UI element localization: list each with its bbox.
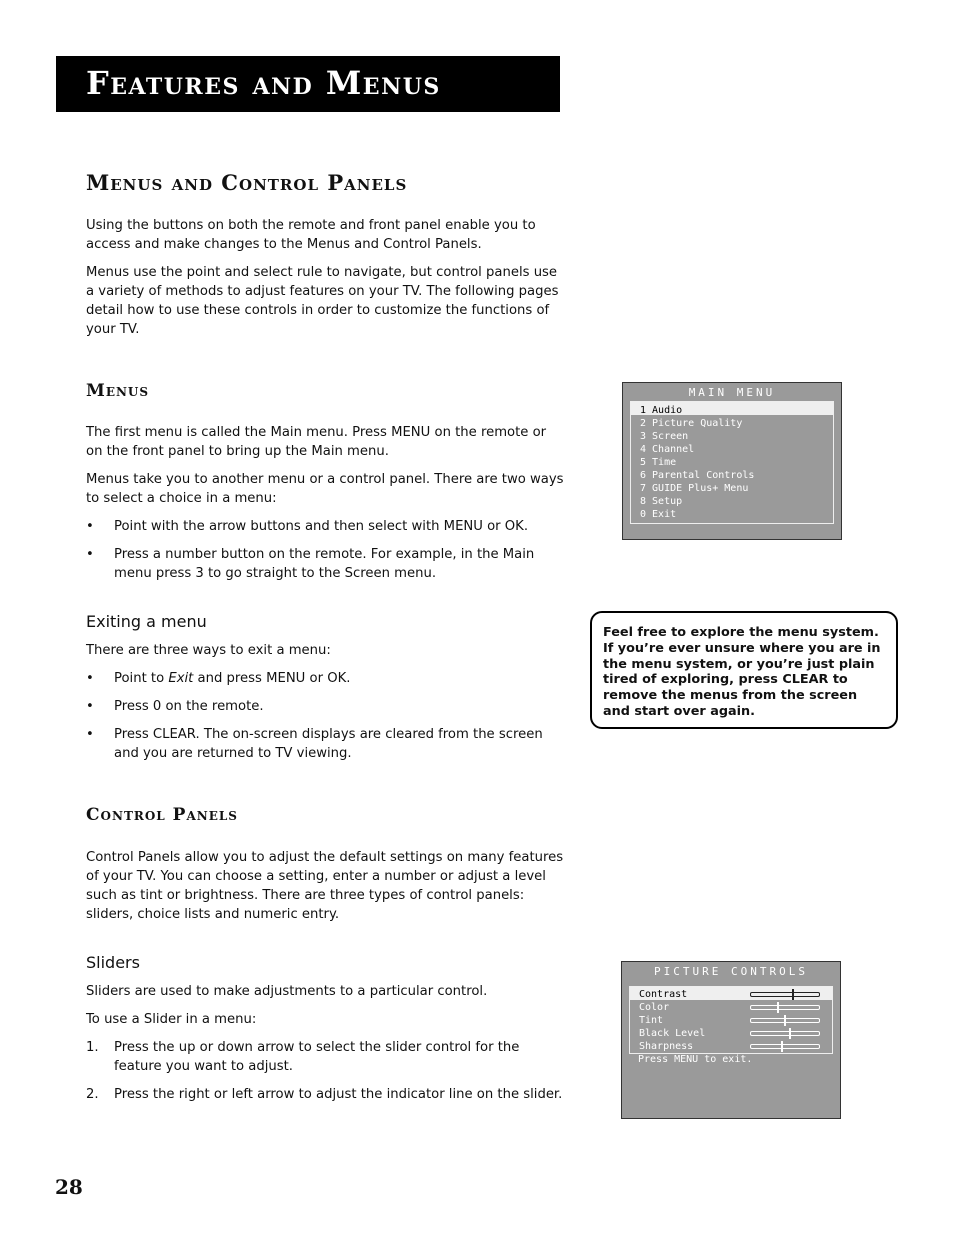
intro-paragraph-1: Using the buttons on both the remote and front panel enable you to access and make changes to the Menus and Control Panels. — [86, 218, 536, 252]
step-text: Press the right or left arrow to adjust the indicator line on the slider. — [114, 1087, 563, 1102]
exiting-bullet-2 — [86, 697, 566, 717]
sliders-paragraph-2: To use a Slider in a menu: — [86, 1012, 257, 1027]
picture-control-color[interactable]: Color — [639, 1002, 670, 1013]
main-menu-title: MAIN MENU — [688, 386, 776, 399]
bullet-marker: • — [86, 671, 94, 686]
bullet-text: Press a number button on the remote. For example, in the Main menu press 3 to go straight to the Screen menu. — [114, 547, 535, 581]
contrast-slider[interactable] — [750, 992, 820, 997]
picture-control-sharpness[interactable]: Sharpness — [639, 1041, 694, 1052]
sliders-paragraph-1: Sliders are used to make adjustments to a particular control. — [86, 984, 488, 999]
main-menu-screen — [622, 382, 842, 540]
bullet-text: Press 0 on the remote. — [114, 699, 264, 714]
main-menu-item-guide-plus[interactable]: 7 GUIDE Plus+ Menu — [640, 483, 749, 494]
menus-bullet-2 — [86, 545, 566, 585]
section-heading-menus-and-control-panels: Menus and Control Panels — [86, 170, 408, 195]
bullet-marker: • — [86, 519, 94, 534]
page-title: Features and Menus — [86, 64, 441, 102]
bullet-text: Point to Exit and press MENU or OK. — [114, 671, 351, 686]
main-menu-item-channel[interactable]: 4 Channel — [640, 444, 695, 455]
step-text: Press the up or down arrow to select the slider control for the feature you want to adjust. — [114, 1040, 520, 1074]
subheading-exiting-a-menu: Exiting a menu — [86, 612, 207, 631]
subheading-sliders: Sliders — [86, 953, 140, 972]
picture-controls-title: PICTURE CONTROLS — [654, 965, 808, 978]
picture-control-contrast[interactable]: Contrast — [639, 989, 688, 1000]
main-menu-item-picture-quality[interactable]: 2 Picture Quality — [640, 418, 743, 429]
picture-controls-screen — [621, 961, 841, 1119]
exiting-bullet-3 — [86, 725, 566, 765]
menus-paragraph-1: The first menu is called the Main menu. Press MENU on the remote or on the front panel to bring up the Main menu. — [86, 425, 547, 459]
tip-callout-text: Feel free to explore the menu system. If you’re ever unsure where you are in the menu system, or you’re just plain tired of exploring, press CLEAR to remove the menus from the screen and start over again. — [603, 625, 881, 719]
slider-indicator[interactable] — [789, 1028, 791, 1039]
menus-paragraph-2: Menus take you to another menu or a control panel. There are two ways to select a choice in a menu: — [86, 472, 564, 506]
picture-controls-footer: Press MENU to exit. — [638, 1054, 753, 1065]
main-menu-item-time[interactable]: 5 Time — [640, 457, 677, 468]
tint-slider[interactable] — [750, 1018, 820, 1023]
color-slider[interactable] — [750, 1005, 820, 1010]
black-level-slider[interactable] — [750, 1031, 820, 1036]
page-number: 28 — [55, 1175, 83, 1199]
bullet-text: Press CLEAR. The on-screen displays are cleared from the screen and you are returned to TV viewing. — [114, 727, 543, 761]
main-menu-item-screen[interactable]: 3 Screen — [640, 431, 689, 442]
exiting-intro: There are three ways to exit a menu: — [86, 643, 331, 658]
slider-indicator[interactable] — [777, 1002, 779, 1013]
slider-indicator[interactable] — [781, 1041, 783, 1052]
section-heading-control-panels: Control Panels — [86, 805, 238, 825]
main-menu-list — [630, 401, 834, 524]
sliders-step-1 — [86, 1038, 566, 1078]
menus-bullet-1 — [86, 517, 566, 537]
bullet-marker: • — [86, 699, 94, 714]
sharpness-slider[interactable] — [750, 1044, 820, 1049]
sliders-step-2 — [86, 1085, 566, 1105]
exit-emphasis: Exit — [168, 671, 194, 686]
section-heading-menus: Menus — [86, 381, 150, 401]
picture-controls-list — [629, 986, 833, 1054]
step-number: 2. — [86, 1087, 99, 1102]
picture-control-black-level[interactable]: Black Level — [639, 1028, 706, 1039]
main-menu-item-audio[interactable]: 1 Audio — [640, 405, 683, 416]
main-menu-item-parental-controls[interactable]: 6 Parental Controls — [640, 470, 755, 481]
picture-control-tint[interactable]: Tint — [639, 1015, 664, 1026]
bullet-text: Point with the arrow buttons and then select with MENU or OK. — [114, 519, 529, 534]
main-menu-item-setup[interactable]: 8 Setup — [640, 496, 683, 507]
bullet-marker: • — [86, 727, 94, 742]
bullet-marker: • — [86, 547, 94, 562]
exiting-bullet-1 — [86, 669, 566, 689]
control-panels-paragraph: Control Panels allow you to adjust the default settings on many features of your TV. You can choose a setting, enter a number or adjust a level such as tint or brightness. There are three types of control panels: sliders, choice lists and numeric entry. — [86, 850, 564, 922]
intro-paragraph-2: Menus use the point and select rule to navigate, but control panels use a variety of methods to adjust features on your TV. The following pages detail how to use these controls in order to customize the functions of your TV. — [86, 265, 559, 337]
step-number: 1. — [86, 1040, 99, 1055]
slider-indicator[interactable] — [792, 989, 794, 1000]
slider-indicator[interactable] — [784, 1015, 786, 1026]
main-menu-item-exit[interactable]: 0 Exit — [640, 509, 677, 520]
